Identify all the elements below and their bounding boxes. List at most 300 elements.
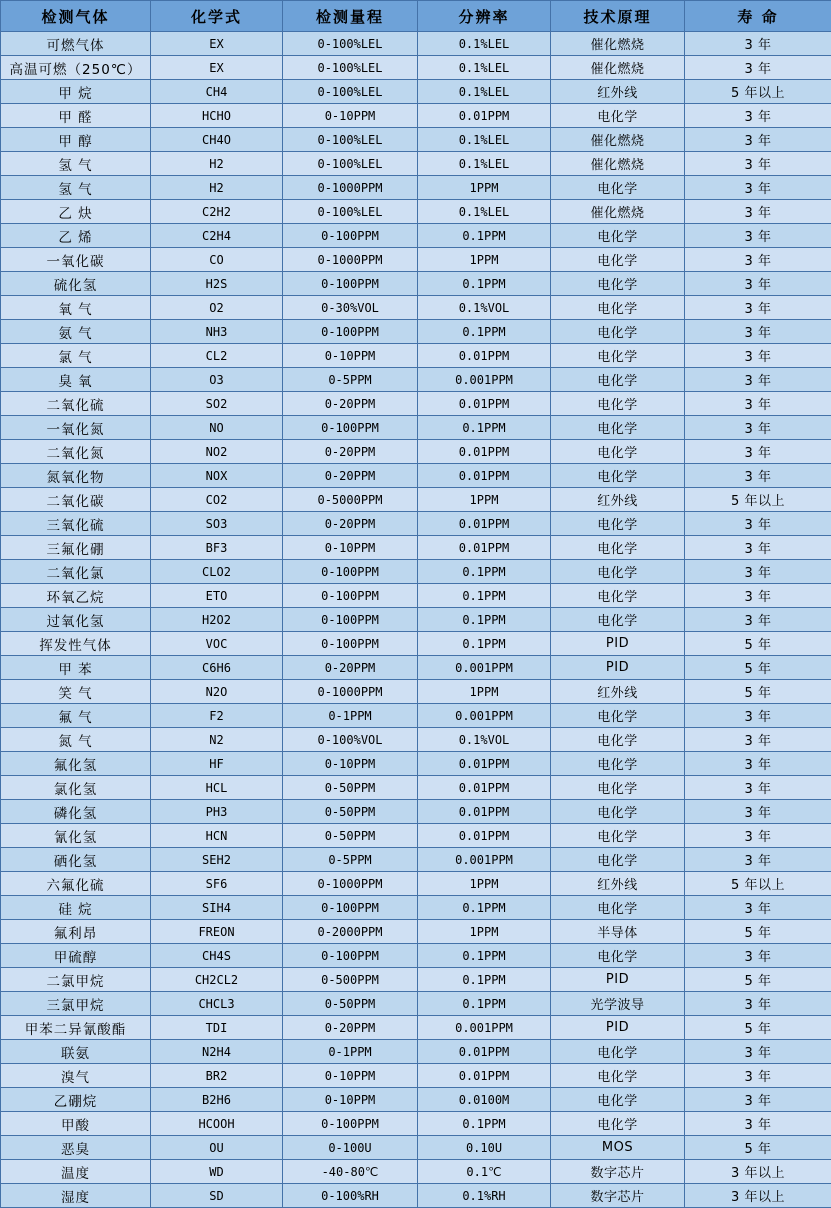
cell-lifetime: 5 年	[685, 680, 831, 704]
cell-chemical-formula: ETO	[151, 584, 283, 608]
cell-resolution: 0.1PPM	[418, 992, 551, 1016]
cell-technical-principle: 催化燃烧	[551, 56, 685, 80]
cell-resolution: 0.001PPM	[418, 656, 551, 680]
cell-chemical-formula: PH3	[151, 800, 283, 824]
cell-resolution: 0.01PPM	[418, 344, 551, 368]
cell-lifetime: 3 年	[685, 200, 831, 224]
table-row	[1, 1040, 831, 1064]
cell-detection-range: 0-100PPM	[283, 272, 418, 296]
cell-chemical-formula: BR2	[151, 1064, 283, 1088]
cell-resolution: 1PPM	[418, 176, 551, 200]
cell-lifetime: 3 年	[685, 344, 831, 368]
cell-detection-range: 0-100%RH	[283, 1184, 418, 1208]
cell-gas-name: 硒化氢	[1, 848, 151, 872]
cell-lifetime: 5 年以上	[685, 872, 831, 896]
table-row	[1, 848, 831, 872]
cell-technical-principle: 电化学	[551, 896, 685, 920]
cell-detection-range: 0-20PPM	[283, 512, 418, 536]
cell-resolution: 0.01PPM	[418, 752, 551, 776]
cell-gas-name: 甲 醇	[1, 128, 151, 152]
table-header-row	[1, 1, 831, 32]
cell-lifetime: 3 年	[685, 824, 831, 848]
cell-resolution: 0.01PPM	[418, 464, 551, 488]
cell-detection-range: 0-30%VOL	[283, 296, 418, 320]
cell-resolution: 0.1PPM	[418, 224, 551, 248]
table-row	[1, 152, 831, 176]
cell-resolution: 1PPM	[418, 872, 551, 896]
cell-lifetime: 3 年	[685, 176, 831, 200]
cell-lifetime: 3 年	[685, 848, 831, 872]
cell-chemical-formula: SIH4	[151, 896, 283, 920]
cell-lifetime: 3 年	[685, 536, 831, 560]
cell-chemical-formula: SO3	[151, 512, 283, 536]
cell-detection-range: 0-5000PPM	[283, 488, 418, 512]
cell-technical-principle: 数字芯片	[551, 1184, 685, 1208]
cell-gas-name: 氢 气	[1, 176, 151, 200]
cell-gas-name: 溴气	[1, 1064, 151, 1088]
table-row	[1, 800, 831, 824]
table-row	[1, 104, 831, 128]
cell-detection-range: 0-100PPM	[283, 416, 418, 440]
cell-resolution: 0.1PPM	[418, 632, 551, 656]
cell-detection-range: 0-1000PPM	[283, 248, 418, 272]
cell-chemical-formula: B2H6	[151, 1088, 283, 1112]
cell-gas-name: 温度	[1, 1160, 151, 1184]
cell-chemical-formula: CO	[151, 248, 283, 272]
cell-lifetime: 3 年	[685, 104, 831, 128]
table-row	[1, 1088, 831, 1112]
cell-gas-name: 氯 气	[1, 344, 151, 368]
cell-detection-range: 0-100PPM	[283, 320, 418, 344]
cell-chemical-formula: VOC	[151, 632, 283, 656]
cell-detection-range: 0-10PPM	[283, 752, 418, 776]
cell-technical-principle: 电化学	[551, 800, 685, 824]
cell-lifetime: 3 年	[685, 992, 831, 1016]
cell-technical-principle: 电化学	[551, 824, 685, 848]
cell-lifetime: 5 年	[685, 1136, 831, 1160]
cell-detection-range: -40-80℃	[283, 1160, 418, 1184]
cell-detection-range: 0-20PPM	[283, 1016, 418, 1040]
cell-gas-name: 环氧乙烷	[1, 584, 151, 608]
cell-lifetime: 3 年	[685, 128, 831, 152]
cell-gas-name: 一氧化氮	[1, 416, 151, 440]
cell-gas-name: 磷化氢	[1, 800, 151, 824]
table-row	[1, 608, 831, 632]
cell-resolution: 0.01PPM	[418, 800, 551, 824]
cell-gas-name: 甲 苯	[1, 656, 151, 680]
cell-technical-principle: 电化学	[551, 704, 685, 728]
cell-technical-principle: 电化学	[551, 728, 685, 752]
column-header-formula: 化学式	[151, 1, 283, 32]
cell-lifetime: 5 年	[685, 632, 831, 656]
table-row	[1, 752, 831, 776]
cell-chemical-formula: N2	[151, 728, 283, 752]
table-row	[1, 1160, 831, 1184]
cell-gas-name: 甲 烷	[1, 80, 151, 104]
table-row	[1, 440, 831, 464]
cell-resolution: 0.1PPM	[418, 896, 551, 920]
table-row	[1, 392, 831, 416]
cell-gas-name: 氟化氢	[1, 752, 151, 776]
cell-chemical-formula: NH3	[151, 320, 283, 344]
cell-gas-name: 恶臭	[1, 1136, 151, 1160]
cell-technical-principle: 电化学	[551, 248, 685, 272]
cell-detection-range: 0-100PPM	[283, 632, 418, 656]
cell-resolution: 0.1%LEL	[418, 152, 551, 176]
cell-chemical-formula: NO	[151, 416, 283, 440]
table-row	[1, 776, 831, 800]
cell-chemical-formula: EX	[151, 56, 283, 80]
cell-lifetime: 3 年	[685, 272, 831, 296]
cell-resolution: 0.1%RH	[418, 1184, 551, 1208]
cell-chemical-formula: N2O	[151, 680, 283, 704]
cell-chemical-formula: C6H6	[151, 656, 283, 680]
cell-technical-principle: 红外线	[551, 872, 685, 896]
cell-technical-principle: 光学波导	[551, 992, 685, 1016]
cell-resolution: 0.01PPM	[418, 392, 551, 416]
column-header-resolution: 分辨率	[418, 1, 551, 32]
cell-resolution: 0.1PPM	[418, 944, 551, 968]
cell-technical-principle: 电化学	[551, 416, 685, 440]
cell-resolution: 0.1%VOL	[418, 728, 551, 752]
cell-detection-range: 0-100%LEL	[283, 56, 418, 80]
cell-technical-principle: 电化学	[551, 512, 685, 536]
cell-lifetime: 3 年	[685, 704, 831, 728]
cell-lifetime: 3 年	[685, 560, 831, 584]
cell-lifetime: 5 年	[685, 656, 831, 680]
cell-resolution: 0.1℃	[418, 1160, 551, 1184]
cell-gas-name: 甲苯二异氰酸酯	[1, 1016, 151, 1040]
cell-detection-range: 0-20PPM	[283, 392, 418, 416]
cell-resolution: 0.1PPM	[418, 320, 551, 344]
cell-technical-principle: MOS	[551, 1136, 685, 1160]
table-row	[1, 680, 831, 704]
table-row	[1, 920, 831, 944]
cell-resolution: 0.001PPM	[418, 368, 551, 392]
cell-technical-principle: 电化学	[551, 176, 685, 200]
table-row	[1, 1064, 831, 1088]
cell-resolution: 0.1PPM	[418, 1112, 551, 1136]
cell-technical-principle: PID	[551, 656, 685, 680]
table-row	[1, 704, 831, 728]
cell-detection-range: 0-100PPM	[283, 896, 418, 920]
cell-lifetime: 3 年	[685, 752, 831, 776]
cell-chemical-formula: CO2	[151, 488, 283, 512]
cell-chemical-formula: BF3	[151, 536, 283, 560]
cell-gas-name: 氮 气	[1, 728, 151, 752]
cell-technical-principle: 红外线	[551, 488, 685, 512]
cell-gas-name: 二氧化硫	[1, 392, 151, 416]
cell-gas-name: 联氨	[1, 1040, 151, 1064]
table-row	[1, 896, 831, 920]
cell-chemical-formula: SD	[151, 1184, 283, 1208]
cell-gas-name: 过氧化氢	[1, 608, 151, 632]
cell-lifetime: 5 年	[685, 1016, 831, 1040]
cell-lifetime: 3 年以上	[685, 1160, 831, 1184]
cell-detection-range: 0-10PPM	[283, 1088, 418, 1112]
table-row	[1, 536, 831, 560]
cell-gas-name: 可燃气体	[1, 32, 151, 56]
cell-resolution: 0.01PPM	[418, 776, 551, 800]
cell-detection-range: 0-5PPM	[283, 368, 418, 392]
table-row	[1, 272, 831, 296]
cell-technical-principle: 电化学	[551, 296, 685, 320]
cell-chemical-formula: O3	[151, 368, 283, 392]
column-header-principle: 技术原理	[551, 1, 685, 32]
cell-resolution: 0.01PPM	[418, 440, 551, 464]
cell-lifetime: 3 年	[685, 464, 831, 488]
cell-technical-principle: 电化学	[551, 608, 685, 632]
cell-detection-range: 0-100%LEL	[283, 128, 418, 152]
cell-chemical-formula: N2H4	[151, 1040, 283, 1064]
cell-detection-range: 0-100%VOL	[283, 728, 418, 752]
table-row	[1, 56, 831, 80]
cell-lifetime: 3 年	[685, 584, 831, 608]
cell-detection-range: 0-10PPM	[283, 104, 418, 128]
cell-gas-name: 氧 气	[1, 296, 151, 320]
cell-gas-name: 乙硼烷	[1, 1088, 151, 1112]
cell-gas-name: 氟 气	[1, 704, 151, 728]
cell-resolution: 1PPM	[418, 488, 551, 512]
table-body	[1, 32, 831, 1208]
cell-resolution: 0.1PPM	[418, 608, 551, 632]
cell-chemical-formula: H2O2	[151, 608, 283, 632]
cell-gas-name: 三氟化硼	[1, 536, 151, 560]
cell-detection-range: 0-100%LEL	[283, 152, 418, 176]
cell-gas-name: 氟利昂	[1, 920, 151, 944]
cell-resolution: 0.1%VOL	[418, 296, 551, 320]
cell-resolution: 0.1%LEL	[418, 80, 551, 104]
cell-technical-principle: PID	[551, 632, 685, 656]
cell-detection-range: 0-100U	[283, 1136, 418, 1160]
cell-chemical-formula: O2	[151, 296, 283, 320]
cell-resolution: 0.1%LEL	[418, 32, 551, 56]
cell-resolution: 0.01PPM	[418, 824, 551, 848]
cell-chemical-formula: OU	[151, 1136, 283, 1160]
cell-chemical-formula: EX	[151, 32, 283, 56]
cell-resolution: 0.1%LEL	[418, 56, 551, 80]
cell-lifetime: 3 年	[685, 1088, 831, 1112]
cell-technical-principle: 电化学	[551, 848, 685, 872]
cell-detection-range: 0-100PPM	[283, 584, 418, 608]
table-row	[1, 320, 831, 344]
cell-gas-name: 二氧化氯	[1, 560, 151, 584]
cell-resolution: 0.1PPM	[418, 968, 551, 992]
cell-lifetime: 3 年	[685, 1064, 831, 1088]
cell-lifetime: 3 年	[685, 608, 831, 632]
cell-resolution: 0.01PPM	[418, 104, 551, 128]
cell-lifetime: 3 年	[685, 1040, 831, 1064]
cell-technical-principle: PID	[551, 968, 685, 992]
cell-gas-name: 乙 炔	[1, 200, 151, 224]
table-row	[1, 416, 831, 440]
cell-detection-range: 0-50PPM	[283, 776, 418, 800]
column-header-range: 检测量程	[283, 1, 418, 32]
cell-resolution: 0.001PPM	[418, 704, 551, 728]
cell-chemical-formula: HCL	[151, 776, 283, 800]
cell-gas-name: 甲 醛	[1, 104, 151, 128]
cell-lifetime: 3 年	[685, 440, 831, 464]
cell-lifetime: 3 年	[685, 896, 831, 920]
cell-chemical-formula: C2H4	[151, 224, 283, 248]
table-row	[1, 512, 831, 536]
cell-detection-range: 0-10PPM	[283, 1064, 418, 1088]
cell-gas-name: 氮氧化物	[1, 464, 151, 488]
cell-gas-name: 湿度	[1, 1184, 151, 1208]
cell-technical-principle: 催化燃烧	[551, 128, 685, 152]
cell-technical-principle: 电化学	[551, 944, 685, 968]
table-row	[1, 968, 831, 992]
cell-gas-name: 六氟化硫	[1, 872, 151, 896]
cell-technical-principle: 电化学	[551, 776, 685, 800]
table-row	[1, 728, 831, 752]
table-row	[1, 632, 831, 656]
cell-gas-name: 二氧化氮	[1, 440, 151, 464]
cell-gas-name: 氯化氢	[1, 776, 151, 800]
table-row	[1, 1184, 831, 1208]
cell-gas-name: 氨 气	[1, 320, 151, 344]
cell-gas-name: 二氯甲烷	[1, 968, 151, 992]
cell-technical-principle: 电化学	[551, 1040, 685, 1064]
cell-chemical-formula: H2	[151, 176, 283, 200]
cell-technical-principle: 红外线	[551, 680, 685, 704]
cell-detection-range: 0-1000PPM	[283, 176, 418, 200]
cell-lifetime: 3 年	[685, 368, 831, 392]
cell-detection-range: 0-2000PPM	[283, 920, 418, 944]
cell-technical-principle: 数字芯片	[551, 1160, 685, 1184]
cell-detection-range: 0-50PPM	[283, 824, 418, 848]
cell-lifetime: 3 年	[685, 296, 831, 320]
cell-detection-range: 0-100PPM	[283, 1112, 418, 1136]
cell-technical-principle: 红外线	[551, 80, 685, 104]
cell-resolution: 0.01PPM	[418, 536, 551, 560]
cell-resolution: 0.10U	[418, 1136, 551, 1160]
cell-chemical-formula: H2S	[151, 272, 283, 296]
cell-gas-name: 挥发性气体	[1, 632, 151, 656]
cell-chemical-formula: CH4	[151, 80, 283, 104]
cell-chemical-formula: CH2CL2	[151, 968, 283, 992]
cell-detection-range: 0-100%LEL	[283, 32, 418, 56]
cell-chemical-formula: CHCL3	[151, 992, 283, 1016]
cell-chemical-formula: SEH2	[151, 848, 283, 872]
cell-detection-range: 0-100%LEL	[283, 200, 418, 224]
cell-detection-range: 0-20PPM	[283, 656, 418, 680]
table-row	[1, 824, 831, 848]
cell-lifetime: 5 年	[685, 968, 831, 992]
cell-resolution: 0.1%LEL	[418, 200, 551, 224]
cell-gas-name: 氢 气	[1, 152, 151, 176]
cell-technical-principle: 电化学	[551, 1112, 685, 1136]
cell-lifetime: 3 年	[685, 512, 831, 536]
cell-chemical-formula: NOX	[151, 464, 283, 488]
cell-chemical-formula: SO2	[151, 392, 283, 416]
cell-technical-principle: 电化学	[551, 1064, 685, 1088]
cell-resolution: 0.0100M	[418, 1088, 551, 1112]
table-row	[1, 368, 831, 392]
cell-chemical-formula: NO2	[151, 440, 283, 464]
cell-technical-principle: 电化学	[551, 272, 685, 296]
cell-gas-name: 笑 气	[1, 680, 151, 704]
table-row	[1, 176, 831, 200]
cell-technical-principle: 电化学	[551, 392, 685, 416]
cell-chemical-formula: CLO2	[151, 560, 283, 584]
table-row	[1, 296, 831, 320]
cell-resolution: 0.01PPM	[418, 512, 551, 536]
cell-resolution: 0.1PPM	[418, 272, 551, 296]
cell-chemical-formula: CH4S	[151, 944, 283, 968]
cell-chemical-formula: C2H2	[151, 200, 283, 224]
cell-detection-range: 0-5PPM	[283, 848, 418, 872]
cell-gas-name: 高温可燃（250℃）	[1, 56, 151, 80]
cell-resolution: 0.01PPM	[418, 1040, 551, 1064]
cell-lifetime: 3 年	[685, 776, 831, 800]
cell-chemical-formula: HCN	[151, 824, 283, 848]
cell-lifetime: 5 年以上	[685, 80, 831, 104]
cell-chemical-formula: H2	[151, 152, 283, 176]
cell-gas-name: 三氯甲烷	[1, 992, 151, 1016]
cell-technical-principle: 电化学	[551, 536, 685, 560]
cell-detection-range: 0-20PPM	[283, 464, 418, 488]
cell-technical-principle: 电化学	[551, 1088, 685, 1112]
cell-lifetime: 3 年	[685, 56, 831, 80]
cell-detection-range: 0-10PPM	[283, 344, 418, 368]
table-row	[1, 344, 831, 368]
cell-lifetime: 5 年以上	[685, 488, 831, 512]
cell-lifetime: 3 年	[685, 416, 831, 440]
cell-lifetime: 3 年	[685, 248, 831, 272]
cell-detection-range: 0-100%LEL	[283, 80, 418, 104]
cell-gas-name: 一氧化碳	[1, 248, 151, 272]
cell-gas-name: 硫化氢	[1, 272, 151, 296]
table-row	[1, 944, 831, 968]
cell-detection-range: 0-50PPM	[283, 800, 418, 824]
cell-gas-name: 氰化氢	[1, 824, 151, 848]
cell-gas-name: 臭 氧	[1, 368, 151, 392]
cell-resolution: 0.1%LEL	[418, 128, 551, 152]
cell-technical-principle: 半导体	[551, 920, 685, 944]
cell-lifetime: 3 年	[685, 728, 831, 752]
cell-chemical-formula: TDI	[151, 1016, 283, 1040]
table-row	[1, 992, 831, 1016]
cell-chemical-formula: CH4O	[151, 128, 283, 152]
cell-technical-principle: 电化学	[551, 752, 685, 776]
cell-technical-principle: 电化学	[551, 344, 685, 368]
cell-detection-range: 0-100PPM	[283, 224, 418, 248]
cell-resolution: 1PPM	[418, 920, 551, 944]
cell-lifetime: 3 年	[685, 32, 831, 56]
cell-detection-range: 0-1000PPM	[283, 872, 418, 896]
cell-resolution: 0.1PPM	[418, 584, 551, 608]
table-row	[1, 80, 831, 104]
cell-technical-principle: 电化学	[551, 104, 685, 128]
table-row	[1, 872, 831, 896]
column-header-gas: 检测气体	[1, 1, 151, 32]
cell-technical-principle: 催化燃烧	[551, 152, 685, 176]
table-row	[1, 248, 831, 272]
cell-lifetime: 3 年	[685, 224, 831, 248]
cell-lifetime: 5 年	[685, 920, 831, 944]
cell-chemical-formula: F2	[151, 704, 283, 728]
cell-gas-name: 二氧化碳	[1, 488, 151, 512]
cell-gas-name: 甲酸	[1, 1112, 151, 1136]
cell-lifetime: 3 年	[685, 152, 831, 176]
cell-resolution: 0.001PPM	[418, 1016, 551, 1040]
cell-detection-range: 0-100PPM	[283, 608, 418, 632]
cell-resolution: 1PPM	[418, 248, 551, 272]
cell-gas-name: 三氧化硫	[1, 512, 151, 536]
cell-lifetime: 3 年	[685, 392, 831, 416]
table-row	[1, 1112, 831, 1136]
